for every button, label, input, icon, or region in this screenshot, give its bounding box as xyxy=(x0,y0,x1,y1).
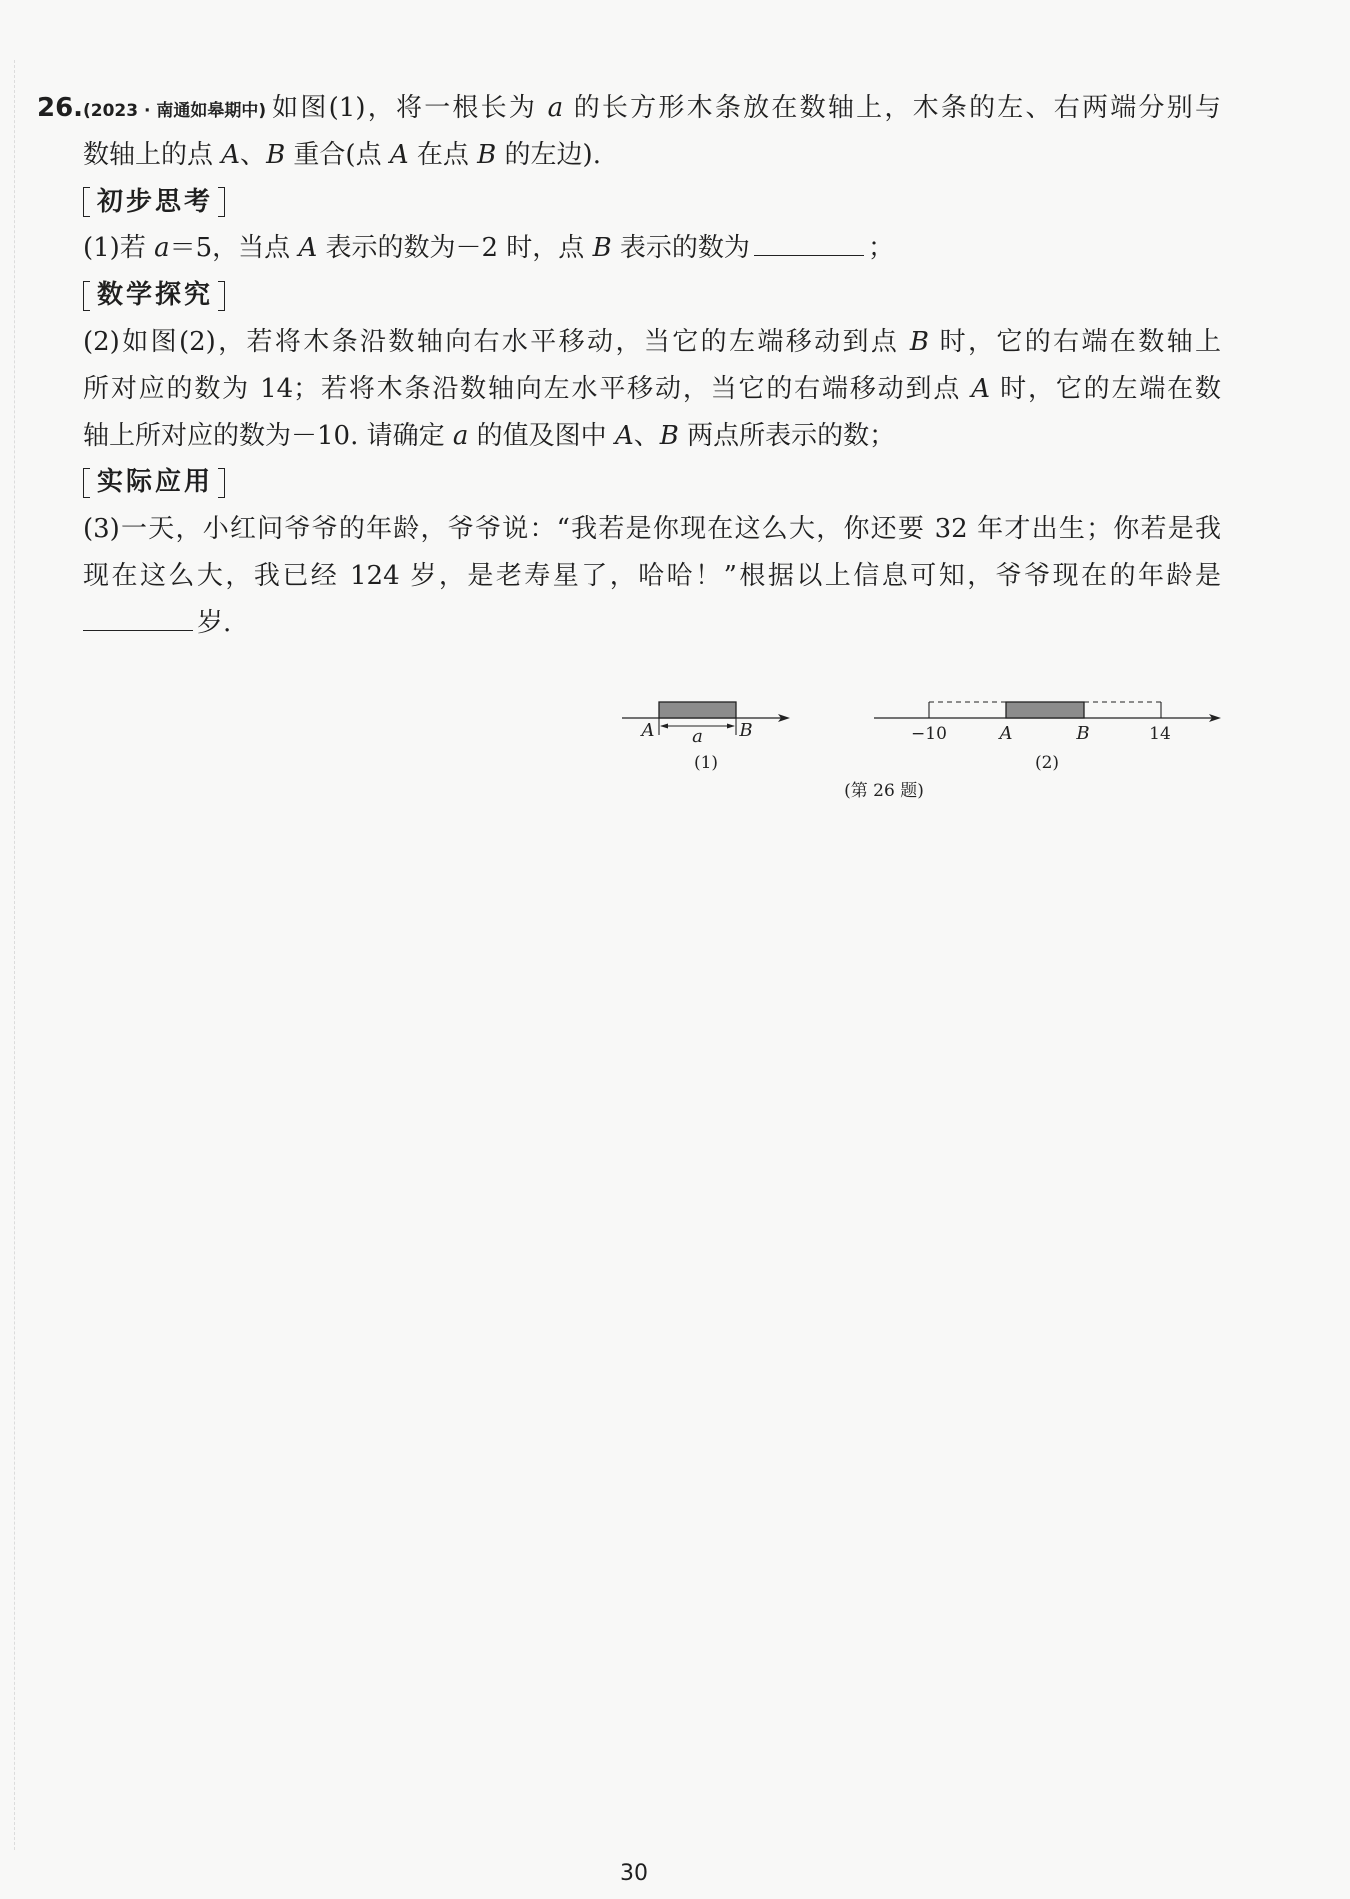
section-heading-math-exploration xyxy=(83,272,1221,319)
point-b-label: B xyxy=(739,720,753,741)
answer-blank-1 xyxy=(754,254,864,256)
figure-2 xyxy=(874,702,1221,773)
heading-bracket-left xyxy=(83,187,90,217)
wood-strip-1 xyxy=(659,702,736,718)
figure-1 xyxy=(622,702,790,773)
math-variable: A xyxy=(389,139,409,170)
length-arrow-right xyxy=(727,724,735,729)
question-1-text: (1)若 a＝5，当点 A 表示的数为－2 时，点 B 表示的数为 xyxy=(83,233,750,264)
section-heading-practical-application xyxy=(83,459,1221,506)
math-variable: A xyxy=(971,373,991,404)
tick-label-14: 14 xyxy=(1149,724,1171,744)
math-variable: a xyxy=(547,93,564,123)
point-a-label: A xyxy=(641,720,655,741)
left-margin-rule xyxy=(14,60,15,1850)
heading-text: 数学探究 xyxy=(97,280,214,311)
length-a-label: a xyxy=(692,726,703,747)
problem-intro-text-1: 如图(1)，将一根长为 a 的长方形木条放在数轴上，木条的左、右两端分别与 xyxy=(272,93,1221,123)
question-3-end: 岁. xyxy=(197,607,232,638)
figure-26 xyxy=(610,690,1240,810)
length-arrow-left xyxy=(660,724,668,729)
heading-bracket-left xyxy=(83,468,90,498)
tick-label-minus-10: −10 xyxy=(911,724,947,744)
question-3-line-2: 现在这么大，我已经 124 岁，是老寿星了，哈哈！”根据以上信息可知，爷爷现在的年龄是 xyxy=(83,560,1221,591)
heading-bracket-left xyxy=(83,281,90,311)
point-a-label: A xyxy=(999,723,1013,744)
question-1-end: ； xyxy=(867,233,894,264)
problem-intro-line-1 xyxy=(83,85,1221,132)
problem-26 xyxy=(37,85,1221,647)
math-variable: B xyxy=(909,326,929,357)
question-1 xyxy=(83,225,1221,272)
question-3-line-1: (3)一天，小红问爷爷的年龄，爷爷说：“我若是你现在这么大，你还要 32 年才出生；你若是我 xyxy=(83,514,1221,545)
wood-strip-2 xyxy=(1006,702,1084,718)
math-variable: A xyxy=(221,139,241,170)
question-2-line-3: 轴上所对应的数为－10. 请确定 a 的值及图中 A、B 两点所表示的数； xyxy=(83,420,896,451)
answer-blank-3 xyxy=(83,629,193,631)
question-2-line-2: 所对应的数为 14；若将木条沿数轴向左水平移动，当它的右端移动到点 A 时，它的左端在数 xyxy=(83,373,1221,404)
heading-bracket-right xyxy=(218,468,225,498)
section-heading-initial-thinking xyxy=(83,179,1221,226)
figure-caption: (第 26 题) xyxy=(844,781,924,801)
point-b-label: B xyxy=(1076,723,1090,744)
heading-text: 实际应用 xyxy=(97,467,214,498)
math-variable: a xyxy=(452,420,469,451)
math-variable: A xyxy=(298,233,318,264)
question-2-line-1: (2)如图(2)，若将木条沿数轴向右水平移动，当它的左端移动到点 B 时，它的右端在数轴上 xyxy=(83,326,1221,357)
math-variable: A xyxy=(614,420,634,451)
math-variable: B xyxy=(592,233,612,264)
heading-text: 初步思考 xyxy=(97,186,214,217)
figure-2-caption: (2) xyxy=(1034,753,1060,773)
math-variable: a xyxy=(154,233,170,264)
math-variable: B xyxy=(477,139,497,170)
source-tag: (2023 · 南通如皋期中) xyxy=(83,101,267,121)
math-variable: B xyxy=(266,139,286,170)
question-3-line-3 xyxy=(83,600,1221,647)
problem-number: 26. xyxy=(37,93,84,123)
problem-intro-line-2: 数轴上的点 A、B 重合(点 A 在点 B 的左边). xyxy=(83,139,601,170)
heading-bracket-right xyxy=(218,187,225,217)
heading-bracket-right xyxy=(218,281,225,311)
math-variable: B xyxy=(659,420,679,451)
page-number: 30 xyxy=(620,1861,648,1886)
figure-1-caption: (1) xyxy=(693,753,719,773)
